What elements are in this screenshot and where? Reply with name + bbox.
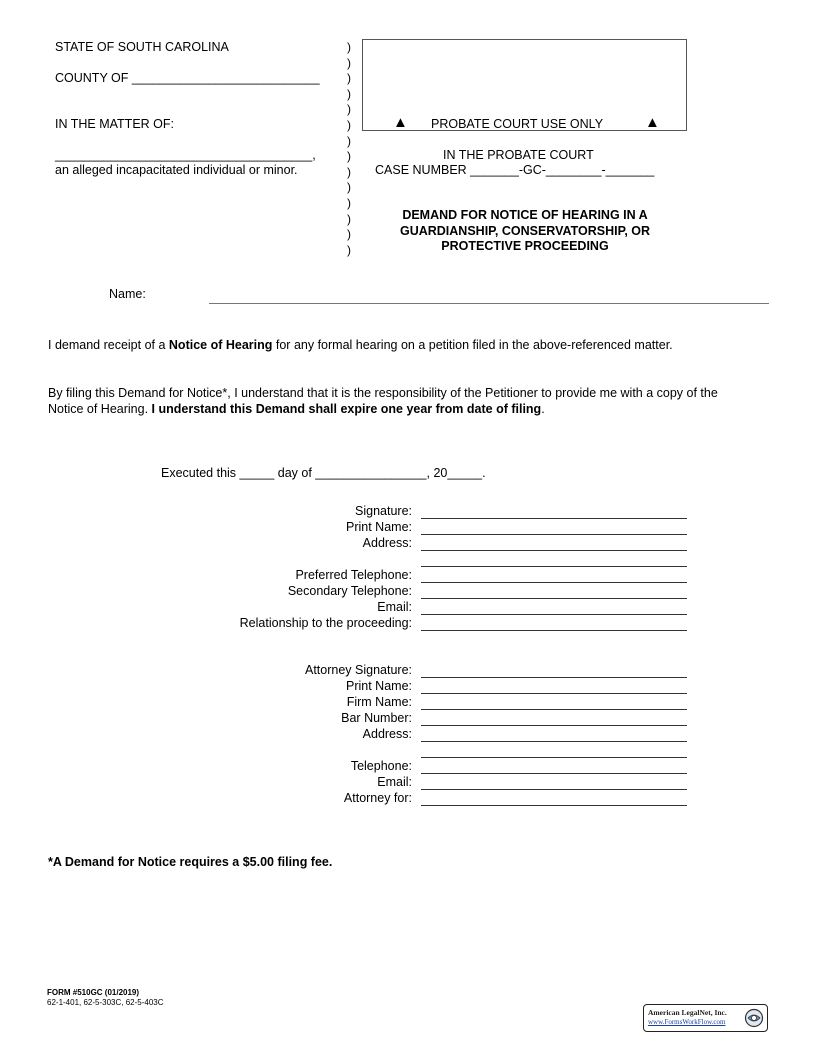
preferred-phone-label: Preferred Telephone: [295,568,412,582]
paren: ) [347,102,351,117]
firm-name-label: Firm Name: [346,695,412,709]
matter-label: IN THE MATTER OF: [55,117,174,131]
paren: ) [347,117,351,132]
matter-name-line: _____________________________________, [55,148,316,162]
attorney-print-name-label: Print Name: [346,679,412,693]
paren: ) [347,133,351,148]
print-name-label: Print Name: [346,520,412,534]
signature-line[interactable] [421,518,687,519]
name-label: Name: [109,287,146,301]
form-title-line: GUARDIANSHIP, CONSERVATORSHIP, OR [399,223,651,238]
county-label: COUNTY OF ___________________________ [55,71,320,85]
paren: ) [347,211,351,226]
case-number-field[interactable]: CASE NUMBER _______-GC-________-_______ [375,163,655,177]
expiry-text: I understand this Demand shall expire one year from date of filing [151,402,542,416]
attorney-telephone-line[interactable] [421,773,687,774]
understanding-line-2 [48,402,545,416]
attorney-print-name-line[interactable] [421,693,687,694]
probate-court-label: IN THE PROBATE COURT [443,148,594,162]
notice-text: Notice of Hearing. [48,402,152,416]
address-label: Address: [362,536,412,550]
secondary-phone-label: Secondary Telephone: [287,584,412,598]
paren: ) [347,55,351,70]
triangle-up-icon: ▲ [645,114,660,131]
understanding-line-1: By filing this Demand for Notice*, I understand that it is the responsibility of the Petitioner to provide me with a copy of the [48,386,718,400]
statute-references: 62-1-401, 62-5-303C, 62-5-403C [47,998,164,1007]
alleged-label: an alleged incapacitated individual or minor. [55,163,298,177]
print-name-line[interactable] [421,534,687,535]
paren: ) [347,242,351,257]
paren: ) [347,164,351,179]
address-line-2[interactable] [421,566,687,567]
paren: ) [347,227,351,242]
bar-number-line[interactable] [421,725,687,726]
secondary-phone-line[interactable] [421,598,687,599]
bar-number-label: Bar Number: [341,711,412,725]
form-title-line: DEMAND FOR NOTICE OF HEARING IN A [402,208,648,222]
paren: ) [347,180,351,195]
paren: ) [347,149,351,164]
attorney-address-line-2[interactable] [421,757,687,758]
demand-text: I demand receipt of a [48,338,169,352]
paren: ) [347,40,351,54]
court-use-only-label: PROBATE COURT USE ONLY [431,117,604,131]
executed-line[interactable]: Executed this _____ day of ________________, 20_____. [161,466,486,480]
filing-fee-note: *A Demand for Notice requires a $5.00 filing fee. [48,855,333,869]
attorney-signature-line[interactable] [421,677,687,678]
paren: ) [347,86,351,101]
form-title [360,208,690,255]
attorney-email-line[interactable] [421,789,687,790]
firm-name-line[interactable] [421,709,687,710]
form-title-line: PROTECTIVE PROCEEDING [441,239,609,253]
paren: ) [347,71,351,86]
signature-label: Signature: [355,504,412,518]
attorney-email-label: Email: [377,775,412,789]
attorney-for-line[interactable] [421,805,687,806]
demand-paragraph [48,338,673,352]
relationship-label: Relationship to the proceeding: [239,616,412,630]
globe-icon [744,1008,764,1028]
email-line[interactable] [421,614,687,615]
relationship-line[interactable] [421,630,687,631]
period: . [541,402,545,416]
notice-of-hearing-text: Notice of Hearing [168,338,273,352]
attorney-signature-label: Attorney Signature: [304,663,412,677]
attorney-telephone-label: Telephone: [350,759,412,773]
name-input-line[interactable] [209,303,769,304]
attorney-address-line[interactable] [421,741,687,742]
logo-company-name: American LegalNet, Inc. [648,1008,727,1017]
address-line[interactable] [421,550,687,551]
form-footer [47,988,164,1008]
demand-text-end: for any formal hearing on a petition filed in the above-referenced matter. [272,338,673,352]
legalnet-logo [643,1004,768,1032]
logo-url: www.FormsWorkFlow.com [648,1018,726,1026]
attorney-for-label: Attorney for: [343,791,412,805]
triangle-up-icon: ▲ [393,114,408,131]
paren: ) [347,195,351,210]
preferred-phone-line[interactable] [421,582,687,583]
paren-column [347,40,357,258]
attorney-address-label: Address: [362,727,412,741]
form-number: FORM #510GC (01/2019) [47,988,140,997]
email-label: Email: [377,600,412,614]
state-label: STATE OF SOUTH CAROLINA [55,40,229,54]
